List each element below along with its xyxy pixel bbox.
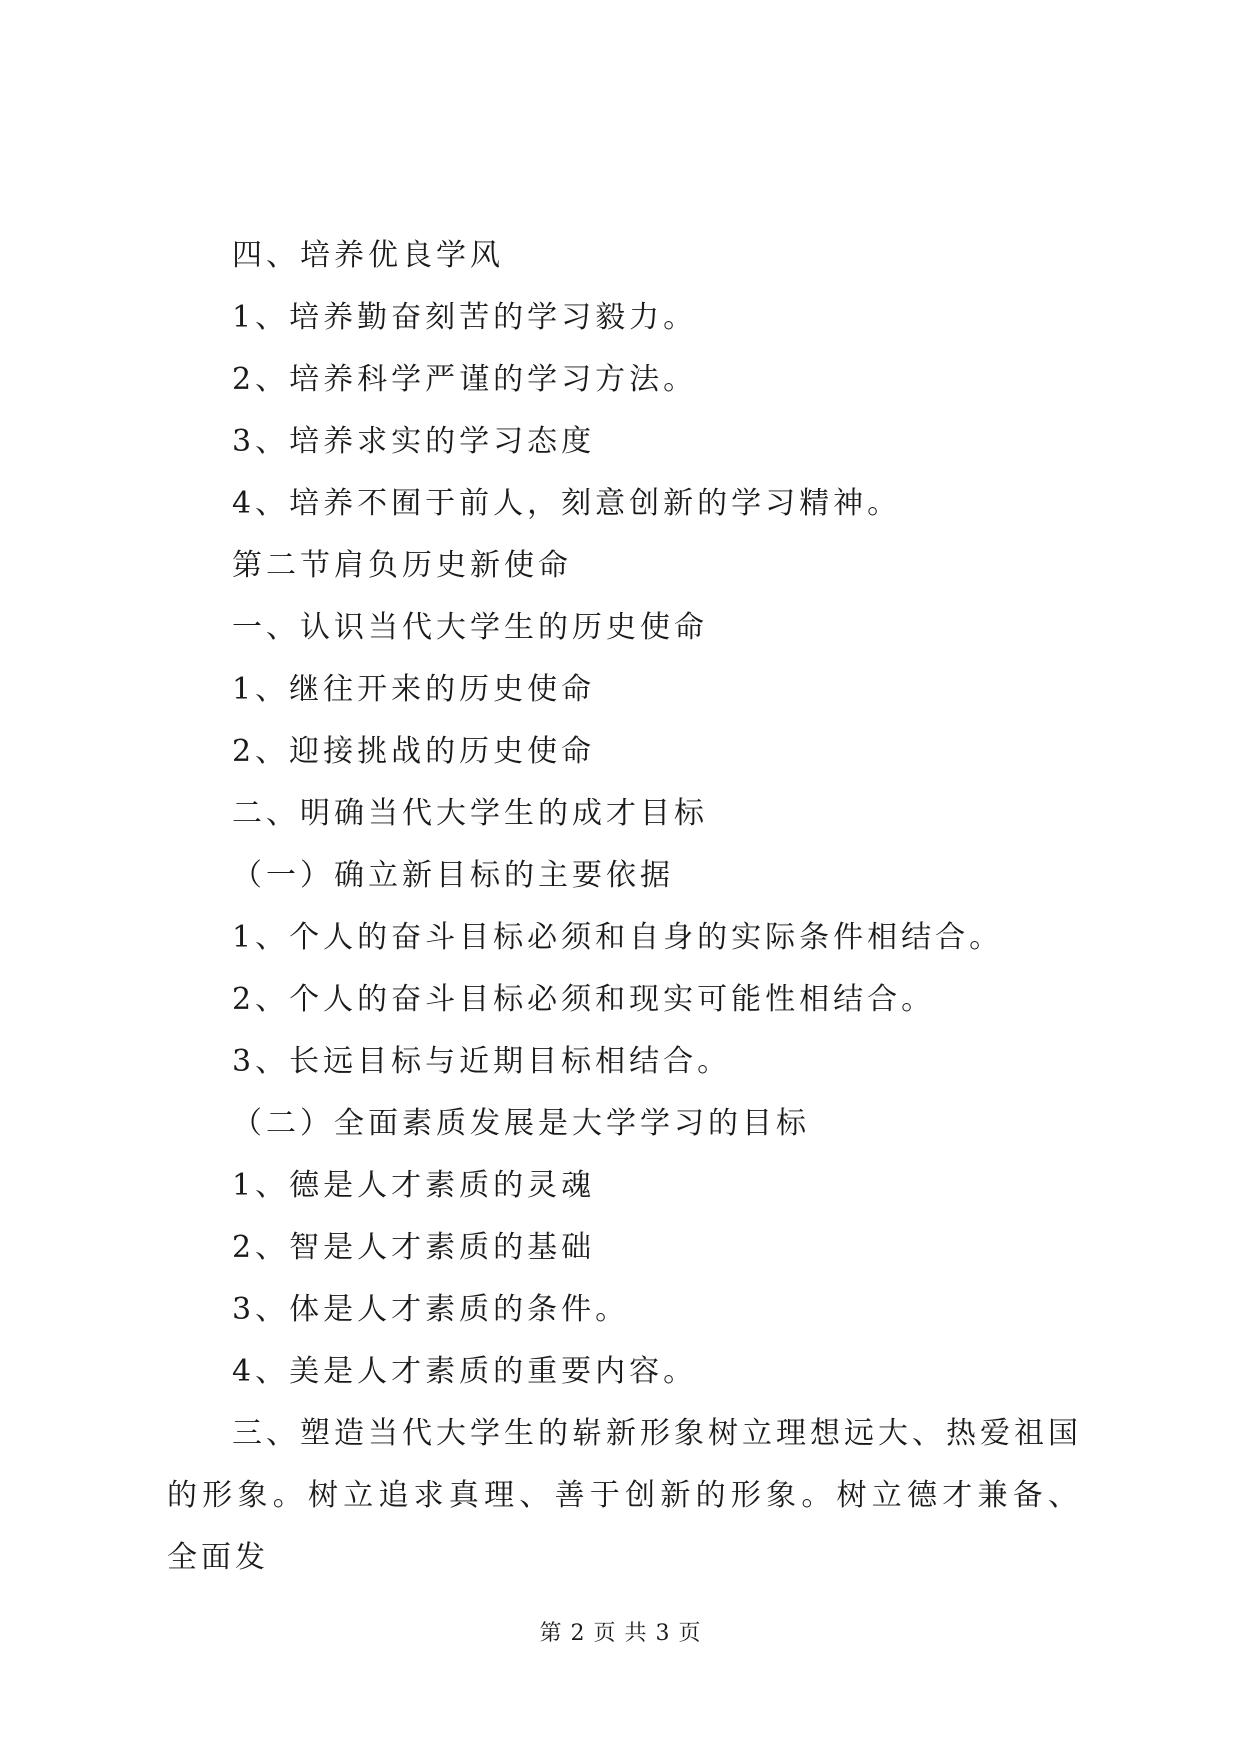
list-item: 4、培养不囿于前人，刻意创新的学习精神。 bbox=[232, 486, 902, 521]
list-item: 2、智是人才素质的基础 bbox=[232, 1230, 596, 1265]
list-item: 2、迎接挑战的历史使命 bbox=[232, 734, 596, 769]
list-item: 1、继往开来的历史使命 bbox=[232, 672, 596, 707]
list-item: 3、长远目标与近期目标相结合。 bbox=[232, 1044, 732, 1079]
chapter-heading: 第二节肩负历史新使命 bbox=[232, 548, 572, 583]
page-number: 第 2 页 共 3 页 bbox=[539, 1621, 702, 1646]
subsection-heading: （一）确立新目标的主要依据 bbox=[232, 858, 674, 893]
subsection-heading: （二）全面素质发展是大学学习的目标 bbox=[232, 1106, 810, 1141]
list-item: 2、个人的奋斗目标必须和现实可能性相结合。 bbox=[232, 982, 936, 1017]
list-item: 3、培养求实的学习态度 bbox=[232, 424, 596, 459]
list-item: 4、美是人才素质的重要内容。 bbox=[232, 1354, 698, 1389]
list-item: 1、德是人才素质的灵魂 bbox=[232, 1168, 596, 1203]
section-heading: 四、培养优良学风 bbox=[232, 238, 504, 273]
list-item: 2、培养科学严谨的学习方法。 bbox=[232, 362, 698, 397]
section-heading: 二、明确当代大学生的成才目标 bbox=[232, 796, 708, 831]
section-heading: 一、认识当代大学生的历史使命 bbox=[232, 610, 708, 645]
list-item: 1、个人的奋斗目标必须和自身的实际条件相结合。 bbox=[232, 920, 1004, 955]
list-item: 3、体是人才素质的条件。 bbox=[232, 1292, 630, 1327]
list-item: 1、培养勤奋刻苦的学习毅力。 bbox=[232, 300, 698, 335]
body-paragraph: 三、塑造当代大学生的崭新形象树立理想远大、热爱祖国的形象。树立追求真理、善于创新的形象。树立德才兼备、全面发 bbox=[167, 1416, 1082, 1575]
